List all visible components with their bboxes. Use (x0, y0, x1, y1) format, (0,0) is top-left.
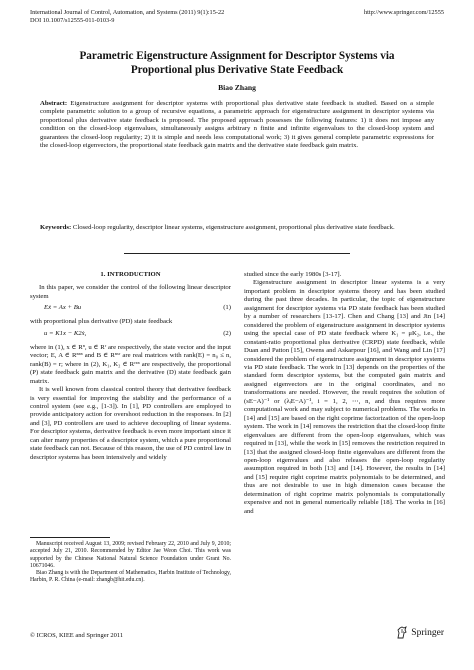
intro-paragraph-4: It is well known from classical control theory that derivative feedback is very essential for improving the stability and the performance of a control system (see e.g., [1-3]). In [1], PD controllers are employed to provide anticipatory action for overshoot reduction in the responses. In [2] and [3], PD controllers are used to achieve decoupling of linear systems. For descriptor systems, derivative feedback is even more important since it can alter many properties of a descriptor system, which a pure proportional state feedback can not. Because of this reason, the use of PD control law in descriptor systems has been intensively and widely (30, 386, 231, 461)
running-header (30, 9, 224, 25)
journal-url[interactable]: http://www.springer.com/12555 (363, 9, 444, 16)
author-name: Biao Zhang (218, 83, 256, 92)
section-divider (124, 253, 350, 254)
equation-1 (30, 304, 231, 315)
left-column (30, 271, 231, 462)
footnote-affiliation: Biao Zhang is with the Department of Mathematics, Harbin Institute of Technology, Harbin, P. R. China (e-mail: zhangb@hit.edu.cn). (30, 570, 231, 584)
abstract (40, 100, 434, 151)
intro-paragraph-3: where in (1), x ∈ Rⁿ, u ∈ Rʳ are respectively, the state vector and the input vector; E, A ∈ Rⁿˣⁿ and B ∈ Rⁿˣʳ are real matrices with rank(E) = n₀ ≤ n, rank(B) = r; where in (2), K₁, K₂ ∈ Rʳˣⁿ are respectively, the proportional (P) state feedback gain matrix and the derivative (D) state feedback gain matrix. (30, 343, 231, 385)
right-paragraph-1: studied since the early 1980s [3-17]. (244, 271, 342, 278)
equation-2-number: (2) (223, 329, 231, 337)
title-line-2: Proportional plus Derivative State Feedback (130, 63, 344, 76)
keywords-label: Keywords: (40, 224, 72, 231)
equation-2-expr: u = K1x − K2ẋ, (44, 329, 87, 337)
publisher-logo (396, 626, 444, 639)
footnote-manuscript: Manuscript received August 13, 2009; revised February 22, 2010 and July 9, 2010; accepted July 21, 2010. Recommended by Editor Jae Weon Choi. This work was supported by the Chinese National Natural Science Foundation under Grant No. 10671046. (30, 541, 231, 569)
copyright: © ICROS, KIEE and Springer 2011 (30, 632, 124, 639)
equation-1-number: (1) (223, 304, 231, 312)
publisher-name: Springer (411, 627, 444, 638)
section-heading: 1. INTRODUCTION (100, 271, 161, 278)
title-line-1: Parametric Eigenstructure Assignment for Descriptor Systems via (79, 50, 395, 62)
doi: DOI 10.1007/s12555-011-0103-9 (30, 17, 115, 24)
footnote-rule (30, 537, 110, 538)
paper-title (30, 50, 444, 77)
intro-paragraph-1: In this paper, we consider the control of the following linear descriptor system (30, 284, 231, 300)
equation-2 (30, 330, 231, 341)
footnotes (30, 541, 231, 585)
keywords-text: Closed-loop regularity, descriptor linear systems, eigenstructure assignment, proportional plus derivative state feedback. (72, 224, 395, 231)
right-column (244, 271, 445, 516)
keywords (40, 224, 434, 232)
right-paragraph-2: Eigenstructure assignment in descriptor linear systems is a very important problem in descriptor systems theory and has been studied during the past three decades. In particular, the topic of eigenstructure assignment for descriptor systems via PD state feedback has been studied by a number of researchers [13-17]. Chen and Chang [13] and Jin [14] considered the problem of eigenstructure assignment in descriptor systems using the special case of PD state feedback where K₁ = μK₂, i.e., the constant-ratio proportional plus derivative (CRPD) state feedback, while Duan and Patton [15], Owens and Askarpour [16], and Wang and Lin [17] considered the problem of eigenstructure assignment in descriptor systems via PD state feedback. The work in [13] depends on the properties of the standard form descriptor systems, but the computed gain matrix and assigned eigenvectors are in the original coordinates, and no transformations are needed. However, the result requires the solution of (sE−A)⁻¹ or (λᵢE−A)⁻¹, i = 1, 2, ⋯, n, and thus requires more computational work and may subject to numerical problems. The works in [14] and [15] are based on the right coprime factorization of the open-loop system. The work in [14] removes the restriction that the closed-loop finite eigenvalues are different from the open-loop eigenvalues, which was required in [13], while the work in [15] removes the restriction required in [13] that the assigned closed-loop finite eigenvalues are different from the open-loop eigenvalues and also releases the open-loop regularity assumption required in both [13] and [14]. However, the results in [14] and [15] require right coprime matrix polynomials to be determined, and thus are not desirable to use in high dimension cases because the determination of right coprime matrix polynomials is computationally expensive and not in general numerically reliable [18]. The works in [16] and (244, 279, 445, 515)
equation-1-expr: Eẋ = Ax + Bu (44, 304, 82, 312)
abstract-text: Eigenstructure assignment for descriptor systems with proportional plus derivative state feedback is studied. Based on a simple complete parametric solution to a group of recursive equations, a parametric approach for eigenstructure assignment in descriptor systems via proportional plus derivative state feedback is proposed. The proposed approach possesses the following features: 1) it does not impose any condition on the closed-loop eigenvalues, simultaneously assigns arbitrary n finite and infinite eigenvalues to the closed-loop system and guarantees the closed-loop regularity; 2) it is simple and needs less computational work; 3) it gives general complete parametric expressions for the closed-loop eigenvectors, the proportional state feedback gain matrix and the derivative state feedback gain matrix. (40, 100, 434, 150)
springer-horse-icon (396, 626, 408, 639)
intro-paragraph-2: with proportional plus derivative (PD) state feedback (30, 318, 173, 326)
journal-citation: International Journal of Control, Automation, and Systems (2011) 9(1):15-22 (30, 9, 225, 16)
abstract-label: Abstract: (40, 100, 68, 107)
